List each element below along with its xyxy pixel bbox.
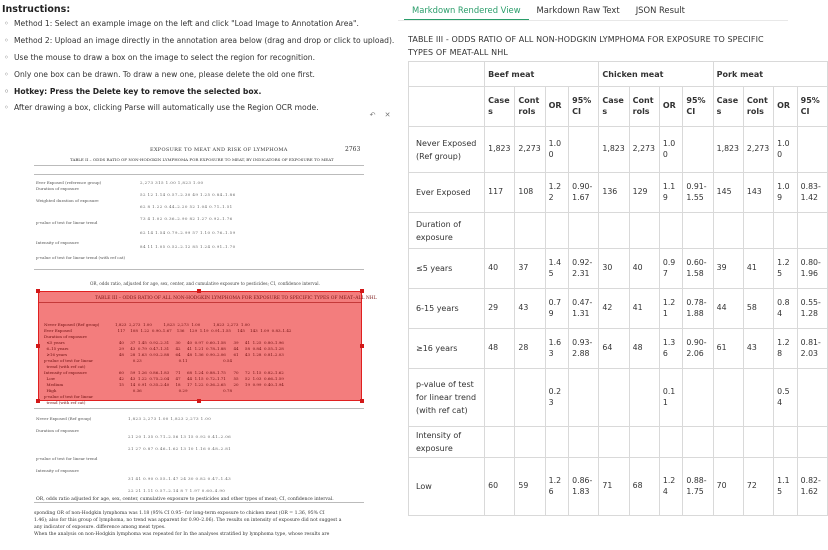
doc-row-text: p-value of test for linear trend [36, 456, 98, 461]
table-cell [515, 369, 545, 427]
table-row [409, 329, 828, 369]
result-table-body [409, 127, 828, 516]
table2-note: OR, odds ratio, adjusted for age, sex, center, and cumulative exposure to pesticides; CI, confidence interval. [90, 281, 320, 286]
table-cell: 1,823 [599, 127, 629, 173]
undo-icon[interactable]: ↶ [369, 111, 376, 119]
table-cell: 30 [599, 249, 629, 289]
instruction-item: ◦ Use the mouse to draw a box on the image to select the region for recognition. [2, 52, 390, 63]
table-cell: 1.63 [545, 329, 569, 369]
table-cell [599, 369, 629, 427]
table-cell: 37 [515, 249, 545, 289]
table-cell [515, 427, 545, 458]
table-cell [485, 427, 515, 458]
table-cell: 129 [629, 173, 659, 213]
table-cell: 41 [629, 289, 659, 329]
table-cell: 0.93-2.88 [569, 329, 599, 369]
row-label: Never Exposed (Ref group) [409, 127, 485, 173]
table-cell [797, 127, 827, 173]
table-cell: 1.28 [774, 329, 798, 369]
table-cell [659, 427, 683, 458]
table-cell: 117 [485, 173, 515, 213]
selection-box[interactable] [38, 291, 377, 405]
instruction-item-hotkey: ◦ Hotkey: Press the Delete key to remove the selected box. [2, 86, 390, 97]
row-label: Duration of exposure [409, 213, 485, 249]
table-cell: 1.26 [545, 458, 569, 516]
table-row [409, 458, 828, 516]
tabs-divider [398, 20, 788, 21]
resize-handle[interactable] [36, 289, 40, 293]
table-row [409, 173, 828, 213]
instructions-list [2, 18, 395, 119]
table-cell: 2,273 [743, 127, 773, 173]
doc-row-text: Duration of exposure [36, 428, 79, 433]
running-head: EXPOSURE TO MEAT AND RISK OF LYMPHOMA [150, 147, 288, 153]
table-cell: 1,823 [713, 127, 743, 173]
table-cell: 1.36 [659, 329, 683, 369]
table-cell: 1.25 [774, 249, 798, 289]
doc-row-text: Ever Exposed (reference group) [36, 180, 102, 185]
table-cell: 39 [713, 249, 743, 289]
table-cell [485, 369, 515, 427]
table-cell [629, 213, 659, 249]
table-row [409, 213, 828, 249]
table-row [409, 127, 828, 173]
body-text-line: any indicator of exposure. difference among meat types. [34, 525, 166, 530]
table-cell [774, 213, 798, 249]
group-header-pork: Pork meat [713, 62, 827, 87]
result-table-title: TABLE III - ODDS RATIO OF ALL NON-HODGKIN LYMPHOMA FOR EXPOSURE TO SPECIFIC TYPES OF MEAT-ALL NHL [408, 35, 764, 57]
table-cell: 59 [515, 458, 545, 516]
header-empty [409, 87, 485, 127]
table-cell: 1.22 [545, 173, 569, 213]
table-cell: 0.78-1.88 [683, 289, 713, 329]
subheader-cell: Controls [515, 87, 545, 127]
table-rule [34, 408, 364, 409]
doc-row-text: Never Exposed (Ref group) [36, 416, 92, 421]
table-cell: 0.97 [659, 249, 683, 289]
doc-row-text: Duration of exposure [36, 186, 79, 191]
group-header-chicken: Chicken meat [599, 62, 713, 87]
close-icon[interactable]: ✕ [384, 111, 391, 119]
row-label: 6-15 years [409, 289, 485, 329]
group-header-beef: Beef meat [485, 62, 599, 87]
doc-nums: 62 14 1.54 0.79–2.99 57 1.10 0.76–1.59 [140, 230, 236, 235]
result-table [408, 61, 828, 516]
subheader-cell: 95% CI [569, 87, 599, 127]
table-cell: 0.55-1.28 [797, 289, 827, 329]
table-cell: 0.91-1.55 [683, 173, 713, 213]
subheader-cell: Cases [599, 87, 629, 127]
tab-json-result[interactable]: JSON Result [635, 5, 685, 15]
table-cell [629, 427, 659, 458]
selection-row-values: 1,823 2,273 1.00 1,823 2,273 1.00 1,823 2,273 1.00 117 108 1.22 0.90–1.67 136 129 1.19 0.91–1.55 145 143 1.09 0.83–1.42 40 37 1.45 0.92–2.31 30 40 0.97 0.60–1.58 39 41 1.25 0.80–1.96 29 43 0.79 0.47–1.31 42 41 1.21 0.78–1.88 44 58 0.84 0.55–1.28 48 28 1.63 0.93–2.88 64 48 1.36 0.90–2.06 61 43 1.28 0.81–2.03 0.23 0.11 0.54 60 59 1.26 0.86–1.83 71 68 1.24 0.88–1.75 70 72 1.15 0.82–1.62 42 43 1.22 0.75–2.04 47 44 1.15 0.72–1.71 55 52 1.03 0.66–1.59 15 14 0.91 0.35–2.40 18 17 1.22 0.36–2.65 20 19 0.99 0.40–1.94 0.36 0.29 0.78 [115, 322, 292, 393]
resize-handle[interactable] [360, 289, 364, 293]
table-cell [599, 213, 629, 249]
table-cell: 0.92-2.31 [569, 249, 599, 289]
table-cell [545, 213, 569, 249]
table-cell [797, 427, 827, 458]
table4-note: OR, odds ratio adjusted for age, sex, center, cumulative exposure to pesticides and other types of meat; CI, confidence interval. [36, 497, 334, 502]
table-cell: 43 [743, 329, 773, 369]
subheader-cell: OR [659, 87, 683, 127]
table-cell: 42 [599, 289, 629, 329]
subheader-cell: Controls [629, 87, 659, 127]
doc-nums: 62 8 1.22 0.44–2.20 52 1.04 0.71–1.51 [140, 204, 233, 209]
table-rule [34, 165, 364, 166]
table-cell: 28 [515, 329, 545, 369]
table-cell [713, 427, 743, 458]
doc-row-text: p-value of test for linear trend (with ref cat) [36, 255, 126, 260]
table-cell: 40 [629, 249, 659, 289]
instruction-item: ◦ Method 2: Upload an image directly in the annotation area below (drag and drop or click to upload). [2, 35, 390, 46]
table-cell: 72 [743, 458, 773, 516]
table-cell [599, 427, 629, 458]
doc-row-text: p-value of test for linear trend [36, 220, 98, 225]
table-cell: 136 [599, 173, 629, 213]
subheader-cell: Cases [713, 87, 743, 127]
doc-nums: 84 11 1.05 0.52–2.12 85 1.24 0.91–1.70 [140, 244, 236, 249]
resize-handle[interactable] [197, 289, 201, 293]
table-cell: 1.19 [659, 173, 683, 213]
table-cell: 0.54 [774, 369, 798, 427]
table-cell: 1,823 [485, 127, 515, 173]
doc-nums: 2,273 315 1.00 1,823 1.00 [140, 180, 204, 185]
tab-markdown-raw[interactable]: Markdown Raw Text [536, 5, 620, 15]
body-text-line: 1.46); also for this group of lymphoma, no trend was apparent for 0.90–2.06). The results on intensity of exposure did not suggest a [34, 518, 342, 523]
table-row [409, 427, 828, 458]
row-label: Low [409, 458, 485, 516]
subheader-cell: 95% CI [797, 87, 827, 127]
table-cell: 1.21 [659, 289, 683, 329]
body-text-line: When the analysis on non-Hodgkin lymphoma was repeated for In the analyses stratified by lymphoma type, whose results are [34, 532, 330, 537]
table-cell: 1.00 [659, 127, 683, 173]
doc-nums: 31 41 0.90 0.55–1.47 24 30 0.82 0.47–1.43 [128, 476, 232, 481]
table-cell: 0.79 [545, 289, 569, 329]
table-cell: 0.90-1.67 [569, 173, 599, 213]
table-cell: 143 [743, 173, 773, 213]
resize-handle[interactable] [360, 344, 364, 348]
resize-handle[interactable] [360, 399, 364, 403]
table-cell: 108 [515, 173, 545, 213]
subheader-cell: OR [545, 87, 569, 127]
doc-nums: 21 27 0.87 0.46–1.62 13 10 1.16 0.48–2.81 [128, 446, 232, 451]
table-cell [569, 127, 599, 173]
table-cell: 145 [713, 173, 743, 213]
subheader-cell: Cases [485, 87, 515, 127]
table-cell [659, 213, 683, 249]
page-number: 2763 [345, 146, 361, 153]
table-cell: 29 [485, 289, 515, 329]
table-cell [683, 427, 713, 458]
table-rule [34, 269, 364, 270]
table-cell [743, 213, 773, 249]
table2-caption: TABLE II – ODDS RATIO OF NON-HODGKIN LYMPHOMA FOR EXPOSURE TO MEAT, BY INDICATORS OF EXPOSURE TO MEAT [70, 157, 334, 162]
table-cell: 40 [485, 249, 515, 289]
table-cell: 0.90-2.06 [683, 329, 713, 369]
row-label: Intensity of exposure [409, 427, 485, 458]
doc-nums: 1,823 2,273 1.00 1,823 2,273 1.00 [128, 416, 212, 421]
subheader-row [409, 87, 828, 127]
annotation-panel [0, 0, 394, 538]
resize-handle[interactable] [36, 399, 40, 403]
doc-nums: 21 20 1.35 0.71–2.56 13 15 0.92 0.41–2.06 [128, 434, 232, 439]
table-cell [743, 369, 773, 427]
header-empty [409, 62, 485, 87]
image-toolbar [368, 111, 392, 120]
table-row [409, 249, 828, 289]
table-cell [569, 427, 599, 458]
doc-nums: 52 12 1.14 0.57–2.30 49 1.25 0.84–1.86 [140, 192, 236, 197]
doc-nums: 22 21 1.11 0.57–2.14 8 7 1.97 0.60–4.90 [128, 488, 226, 493]
table-cell: 41 [743, 249, 773, 289]
tab-markdown-rendered[interactable]: Markdown Rendered View [404, 0, 529, 20]
table-cell [797, 213, 827, 249]
table-cell [774, 427, 798, 458]
doc-row-text: Intensity of exposure [36, 240, 79, 245]
table-cell: 1.00 [774, 127, 798, 173]
table-cell: 2,273 [629, 127, 659, 173]
table-cell [629, 369, 659, 427]
table-cell [683, 369, 713, 427]
result-tabs [404, 0, 693, 20]
instruction-item: ◦ Only one box can be drawn. To draw a new one, please delete the old one first. [2, 69, 390, 80]
table-rule [34, 174, 364, 175]
row-label: Ever Exposed [409, 173, 485, 213]
table-row [409, 289, 828, 329]
result-panel [398, 0, 821, 538]
table-cell: 0.83-1.42 [797, 173, 827, 213]
subheader-cell: Controls [743, 87, 773, 127]
table-cell [797, 369, 827, 427]
table-cell: 43 [515, 289, 545, 329]
table-cell: 0.82-1.62 [797, 458, 827, 516]
table-cell: 0.80-1.96 [797, 249, 827, 289]
table-row [409, 369, 828, 427]
instruction-item: ◦ After drawing a box, clicking Parse will automatically use the Region OCR mode. [2, 102, 390, 113]
table-cell: 1.09 [774, 173, 798, 213]
table-cell: 2,273 [515, 127, 545, 173]
table3-caption: TABLE III – ODDS RATIO OF ALL NON-HODGKIN LYMPHOMA FOR EXPOSURE TO SPECIFIC TYPES OF MEAT–ALL NHL [95, 296, 377, 301]
table-cell [743, 427, 773, 458]
resize-handle[interactable] [36, 344, 40, 348]
table-cell: 60 [485, 458, 515, 516]
body-text-line: sponding OR of non-Hodgkin lymphoma was 1.18 (95% CI 0.95– for long-term exposure to chicken meat (OR = 1.36, 95% CI [34, 511, 325, 516]
subheader-cell: OR [774, 87, 798, 127]
table-cell: 1.24 [659, 458, 683, 516]
table-cell: 44 [713, 289, 743, 329]
table-cell [713, 213, 743, 249]
table-cell [515, 213, 545, 249]
table-cell: 0.60-1.58 [683, 249, 713, 289]
table-cell: 61 [713, 329, 743, 369]
table-cell: 48 [629, 329, 659, 369]
table-cell [683, 127, 713, 173]
instruction-item: ◦ Method 1: Select an example image on the left and click "Load Image to Annotation Area". [2, 18, 390, 29]
table-cell: 0.86-1.83 [569, 458, 599, 516]
table-cell: 68 [629, 458, 659, 516]
table-cell: 0.23 [545, 369, 569, 427]
table-rule [34, 502, 364, 503]
table-cell: 0.81-2.03 [797, 329, 827, 369]
table-cell: 58 [743, 289, 773, 329]
resize-handle[interactable] [197, 399, 201, 403]
table-cell: 1.00 [545, 127, 569, 173]
table-cell: 70 [713, 458, 743, 516]
doc-nums: 73 4 1.02 0.36–2.90 82 1.27 0.92–1.76 [140, 216, 233, 221]
doc-row-text: Weighted duration of exposure [36, 198, 99, 203]
instructions-title: Instructions: [2, 4, 71, 15]
row-label: p-value of test for linear trend (with ref cat) [409, 369, 485, 427]
doc-row-text: Intensity of exposure [36, 468, 79, 473]
table-cell: 0.47-1.31 [569, 289, 599, 329]
table-cell [683, 213, 713, 249]
table-cell [569, 369, 599, 427]
table-cell: 0.11 [659, 369, 683, 427]
table-cell: 71 [599, 458, 629, 516]
table-rule [39, 302, 361, 303]
table-cell: 0.84 [774, 289, 798, 329]
table-cell [485, 213, 515, 249]
row-label: ≤5 years [409, 249, 485, 289]
table-cell: 1.45 [545, 249, 569, 289]
table-cell: 0.88-1.75 [683, 458, 713, 516]
table-cell [713, 369, 743, 427]
table-cell [545, 427, 569, 458]
subheader-cell: 95% CI [683, 87, 713, 127]
row-label: ≥16 years [409, 329, 485, 369]
table-cell: 1.15 [774, 458, 798, 516]
table-cell: 48 [485, 329, 515, 369]
table-cell: 64 [599, 329, 629, 369]
table-cell [569, 213, 599, 249]
selection-row-labels: Never Exposed (Ref group) Ever Exposed Duration of exposure ≤5 years 6–15 years ≥16 years p-value of test for linear trend (with ref cat) Intensity of exposure Low Medium High p-value of test for linear trend (with ref cat) [44, 322, 100, 405]
